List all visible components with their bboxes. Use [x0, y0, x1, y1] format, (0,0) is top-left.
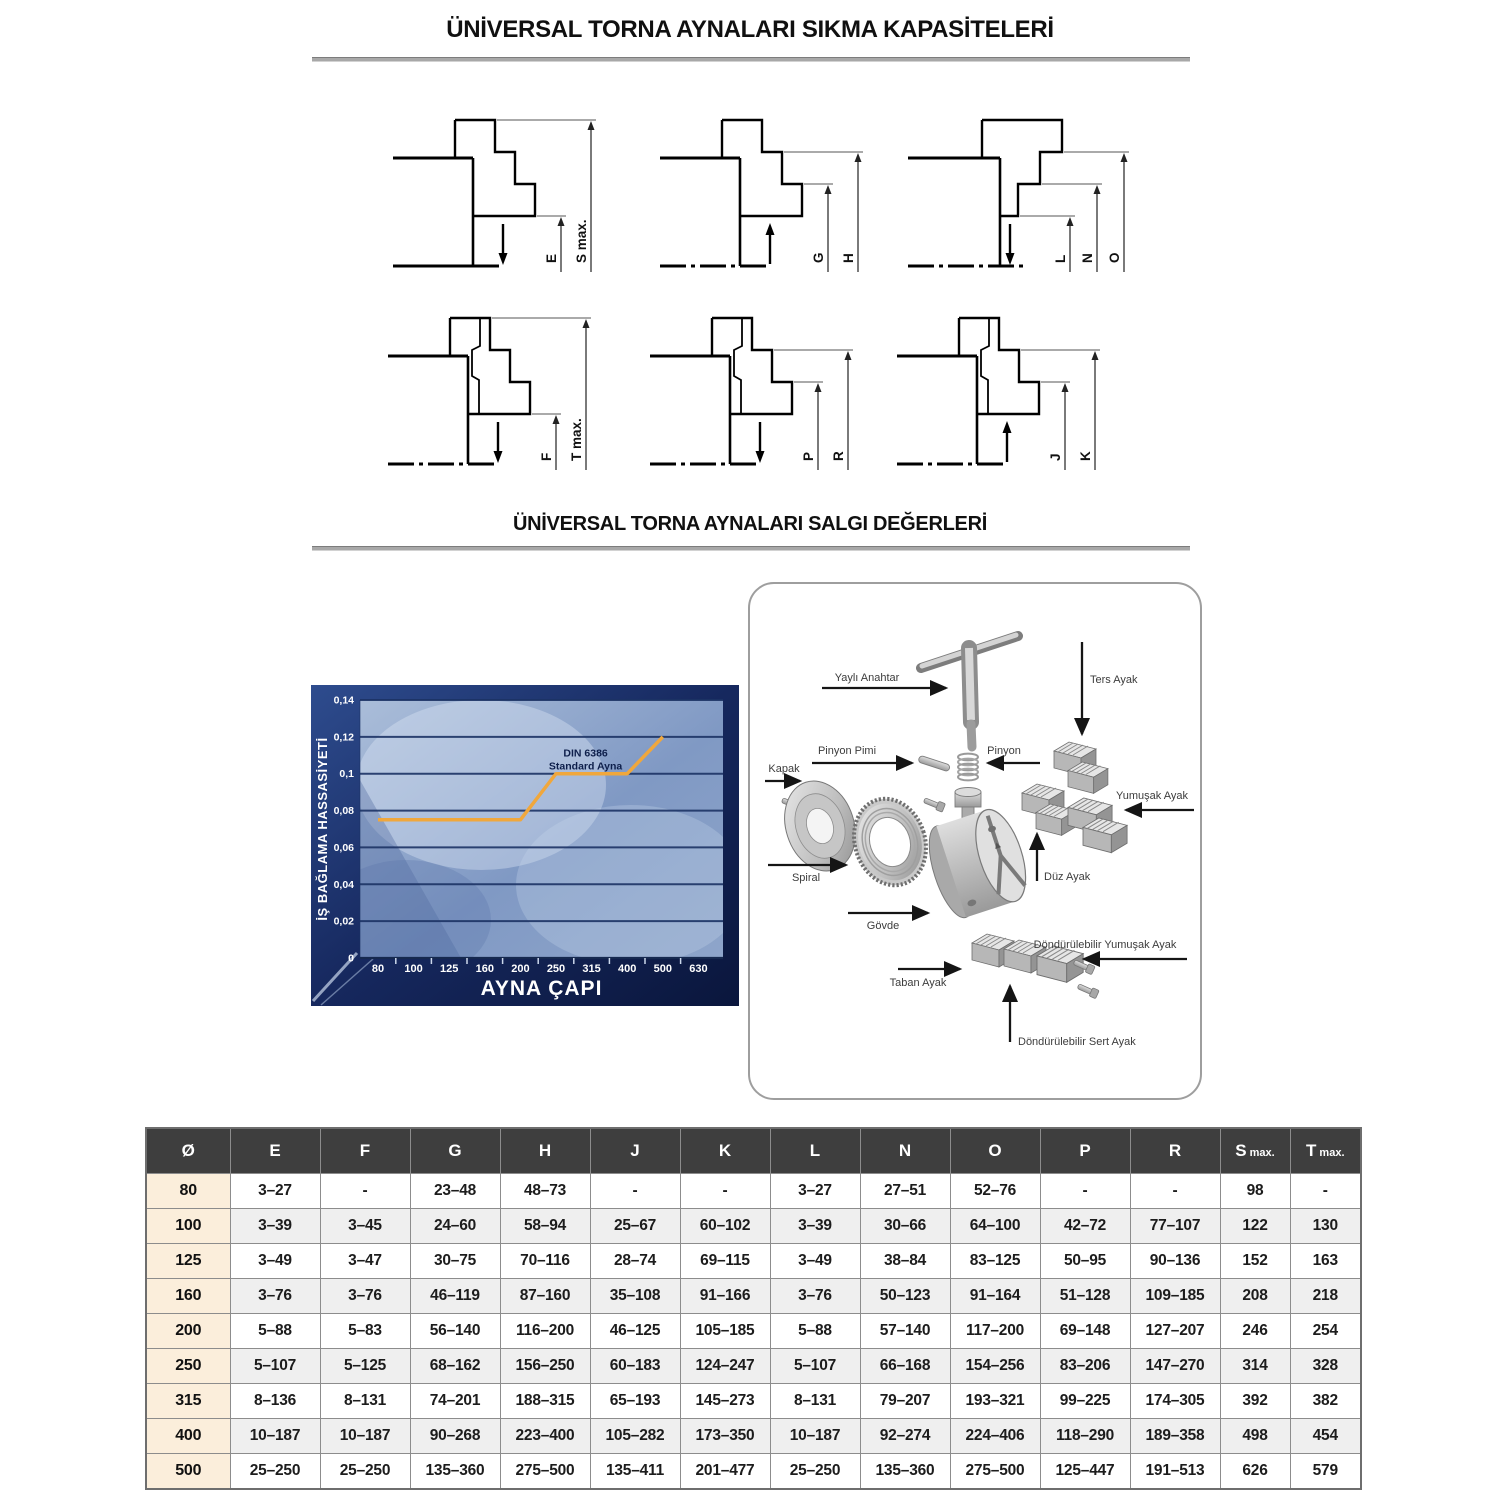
- diameter-cell: 400: [146, 1419, 230, 1454]
- capacity-cell: 51–128: [1040, 1279, 1130, 1314]
- capacity-cell: 189–358: [1130, 1419, 1220, 1454]
- label-yumusak-ayak: Yumuşak Ayak: [1116, 790, 1188, 802]
- capacity-cell: 5–83: [320, 1314, 410, 1349]
- capacity-cell: 135–411: [590, 1454, 680, 1490]
- capacity-cell: 117–200: [950, 1314, 1040, 1349]
- pinion-pin-illustration: [918, 755, 951, 772]
- table-row-diameter-500: [146, 1454, 1361, 1490]
- capacity-cell: 83–125: [950, 1244, 1040, 1279]
- x-tick-label: 80: [371, 963, 385, 975]
- column-header-n: N: [860, 1128, 950, 1174]
- capacity-cell: 626: [1220, 1454, 1290, 1490]
- capacity-cell: 246: [1220, 1314, 1290, 1349]
- capacity-cell: 46–125: [590, 1314, 680, 1349]
- capacity-cell: 10–187: [230, 1419, 320, 1454]
- capacity-cell: 5–107: [230, 1349, 320, 1384]
- capacity-cell: 83–206: [1040, 1349, 1130, 1384]
- capacity-cell: 38–84: [860, 1244, 950, 1279]
- table-row-diameter-315: [146, 1384, 1361, 1419]
- capacity-cell: 208: [1220, 1279, 1290, 1314]
- capacity-cell: 163: [1290, 1244, 1361, 1279]
- capacity-cell: 70–116: [500, 1244, 590, 1279]
- x-tick-label: 160: [475, 963, 494, 975]
- dimension-label: F: [539, 452, 554, 461]
- diameter-cell: 250: [146, 1349, 230, 1384]
- capacity-cell: 25–250: [320, 1454, 410, 1490]
- section-divider: [312, 546, 1190, 551]
- capacity-cell: 156–250: [500, 1349, 590, 1384]
- capacity-cell: 58–94: [500, 1209, 590, 1244]
- capacity-cell: 99–225: [1040, 1384, 1130, 1419]
- jaw-capacity-diagram-f-tmax: [384, 312, 614, 482]
- label-spiral: Spiral: [791, 872, 821, 884]
- label-duz-ayak: Düz Ayak: [1044, 871, 1091, 883]
- diameter-cell: 500: [146, 1454, 230, 1490]
- capacity-cell: 109–185: [1130, 1279, 1220, 1314]
- capacity-cell: 174–305: [1130, 1384, 1220, 1419]
- capacity-cell: 145–273: [680, 1384, 770, 1419]
- capacity-cell: 42–72: [1040, 1209, 1130, 1244]
- column-header-ø: Ø: [146, 1128, 230, 1174]
- capacity-cell: 60–102: [680, 1209, 770, 1244]
- diameter-cell: 200: [146, 1314, 230, 1349]
- label-taban-ayak: Taban Ayak: [889, 977, 947, 989]
- table-row-diameter-160: [146, 1279, 1361, 1314]
- capacity-cell: 275–500: [950, 1454, 1040, 1490]
- x-tick-label: 315: [582, 963, 601, 975]
- x-tick-label: 250: [546, 963, 566, 975]
- capacity-cell: 35–108: [590, 1279, 680, 1314]
- jaw-screw-illustration: [1076, 982, 1099, 999]
- column-header-r: R: [1130, 1128, 1220, 1174]
- y-tick-label: 0,04: [333, 878, 354, 891]
- capacity-table: [145, 1127, 1362, 1490]
- capacity-cell: 147–270: [1130, 1349, 1220, 1384]
- capacity-cell: 3–76: [770, 1279, 860, 1314]
- exploded-diagram-panel: [748, 582, 1202, 1100]
- capacity-cell: 50–95: [1040, 1244, 1130, 1279]
- capacity-cell: 8–131: [320, 1384, 410, 1419]
- capacity-cell: 3–49: [230, 1244, 320, 1279]
- y-tick-label: 0,14: [333, 694, 354, 707]
- soft-jaw-illustration: [1083, 818, 1127, 853]
- capacity-cell: 3–49: [770, 1244, 860, 1279]
- x-tick-label: 100: [404, 963, 423, 975]
- x-axis-label: AYNA ÇAPI: [480, 977, 603, 1000]
- capacity-cell: -: [1290, 1174, 1361, 1209]
- capacity-cell: 10–187: [770, 1419, 860, 1454]
- chart-annotation: DIN 6386: [563, 747, 608, 760]
- label-govde: Gövde: [866, 920, 900, 932]
- capacity-cell: 24–60: [410, 1209, 500, 1244]
- capacity-cell: 223–400: [500, 1419, 590, 1454]
- column-header-j: J: [590, 1128, 680, 1174]
- capacity-cell: 64–100: [950, 1209, 1040, 1244]
- column-header-p: P: [1040, 1128, 1130, 1174]
- capacity-cell: 5–107: [770, 1349, 860, 1384]
- capacity-cell: 28–74: [590, 1244, 680, 1279]
- label-kapak: Kapak: [768, 763, 800, 775]
- capacity-cell: 3–76: [230, 1279, 320, 1314]
- capacity-cell: 79–207: [860, 1384, 950, 1419]
- capacity-cell: 5–88: [770, 1314, 860, 1349]
- capacity-cell: 122: [1220, 1209, 1290, 1244]
- table-row-diameter-125: [146, 1244, 1361, 1279]
- capacity-cell: 66–168: [860, 1349, 950, 1384]
- capacity-cell: 498: [1220, 1419, 1290, 1454]
- capacity-cell: 69–115: [680, 1244, 770, 1279]
- dimension-label: N: [1080, 253, 1095, 263]
- capacity-cell: 57–140: [860, 1314, 950, 1349]
- y-tick-label: 0,1: [339, 768, 354, 781]
- spring-illustration: [958, 754, 978, 781]
- x-tick-label: 400: [618, 963, 637, 975]
- capacity-cell: 3–76: [320, 1279, 410, 1314]
- label-dondurulebilir-sert-ayak: Döndürülebilir Sert Ayak: [1018, 1036, 1136, 1048]
- capacity-cell: 124–247: [680, 1349, 770, 1384]
- jaw-capacity-diagram-l-n-o: [904, 114, 1149, 284]
- capacity-cell: 23–48: [410, 1174, 500, 1209]
- capacity-cell: 382: [1290, 1384, 1361, 1419]
- capacity-cell: 188–315: [500, 1384, 590, 1419]
- table-row-diameter-200: [146, 1314, 1361, 1349]
- table-row-diameter-400: [146, 1419, 1361, 1454]
- capacity-cell: 224–406: [950, 1419, 1040, 1454]
- diameter-cell: 315: [146, 1384, 230, 1419]
- y-tick-label: 0,02: [333, 915, 354, 928]
- chuck-body-illustration: [920, 804, 1035, 923]
- diameter-cell: 100: [146, 1209, 230, 1244]
- capacity-cell: 105–185: [680, 1314, 770, 1349]
- section-title: ÜNİVERSAL TORNA AYNALARI SALGI DEĞERLERİ: [513, 513, 987, 535]
- capacity-cell: -: [1130, 1174, 1220, 1209]
- capacity-cell: 25–250: [230, 1454, 320, 1490]
- capacity-cell: -: [1040, 1174, 1130, 1209]
- column-header-smax: S max.: [1220, 1128, 1290, 1174]
- capacity-cell: 3–47: [320, 1244, 410, 1279]
- capacity-cell: 74–201: [410, 1384, 500, 1419]
- capacity-cell: 116–200: [500, 1314, 590, 1349]
- capacity-cell: 10–187: [320, 1419, 410, 1454]
- jaw-capacity-diagram-j-k: [893, 312, 1123, 482]
- capacity-cell: 65–193: [590, 1384, 680, 1419]
- x-tick-label: 630: [689, 963, 708, 975]
- capacity-cell: 3–27: [770, 1174, 860, 1209]
- label-pinyon: Pinyon: [987, 745, 1021, 757]
- y-tick-label: 0,06: [333, 841, 354, 854]
- dimension-label: O: [1107, 252, 1122, 263]
- dimension-label: S max.: [574, 219, 589, 263]
- capacity-cell: 191–513: [1130, 1454, 1220, 1490]
- diameter-cell: 125: [146, 1244, 230, 1279]
- column-header-k: K: [680, 1128, 770, 1174]
- dimension-label: H: [841, 253, 856, 263]
- dimension-label: L: [1053, 254, 1068, 263]
- capacity-cell: 52–76: [950, 1174, 1040, 1209]
- dimension-label: R: [831, 451, 846, 461]
- column-header-l: L: [770, 1128, 860, 1174]
- chuck-key-illustration: [921, 635, 1018, 747]
- y-tick-label: 0: [348, 952, 354, 965]
- capacity-cell: 328: [1290, 1349, 1361, 1384]
- capacity-cell: 25–67: [590, 1209, 680, 1244]
- dimension-label: K: [1078, 451, 1093, 461]
- label-ters-ayak: Ters Ayak: [1090, 674, 1138, 686]
- capacity-cell: 91–164: [950, 1279, 1040, 1314]
- capacity-cell: 98: [1220, 1174, 1290, 1209]
- column-header-g: G: [410, 1128, 500, 1174]
- dimension-label: J: [1048, 453, 1063, 461]
- capacity-cell: 125–447: [1040, 1454, 1130, 1490]
- label-yayli-anahtar: Yaylı Anahtar: [834, 672, 900, 684]
- jaw-capacity-diagram-e-smax: [389, 114, 619, 284]
- capacity-cell: 87–160: [500, 1279, 590, 1314]
- capacity-cell: 5–88: [230, 1314, 320, 1349]
- capacity-cell: 254: [1290, 1314, 1361, 1349]
- capacity-cell: 77–107: [1130, 1209, 1220, 1244]
- x-tick-label: 125: [440, 963, 459, 975]
- capacity-cell: 3–45: [320, 1209, 410, 1244]
- capacity-cell: 275–500: [500, 1454, 590, 1490]
- capacity-cell: 60–183: [590, 1349, 680, 1384]
- capacity-cell: 90–136: [1130, 1244, 1220, 1279]
- capacity-cell: 130: [1290, 1209, 1361, 1244]
- y-axis-label: İŞ BAĞLAMA HASSASİYETİ: [315, 737, 330, 921]
- capacity-cell: 3–27: [230, 1174, 320, 1209]
- table-row-diameter-80: [146, 1174, 1361, 1209]
- dimension-label: E: [544, 253, 559, 263]
- jaw-capacity-diagram-p-r: [646, 312, 876, 482]
- capacity-cell: 579: [1290, 1454, 1361, 1490]
- capacity-cell: 50–123: [860, 1279, 950, 1314]
- capacity-cell: 392: [1220, 1384, 1290, 1419]
- capacity-cell: 127–207: [1130, 1314, 1220, 1349]
- capacity-cell: 30–75: [410, 1244, 500, 1279]
- capacity-cell: 69–148: [1040, 1314, 1130, 1349]
- diameter-cell: 80: [146, 1174, 230, 1209]
- table-row-diameter-100: [146, 1209, 1361, 1244]
- capacity-cell: 135–360: [860, 1454, 950, 1490]
- capacity-cell: -: [680, 1174, 770, 1209]
- reverse-jaw-illustration: [1068, 762, 1108, 793]
- page-title: ÜNİVERSAL TORNA AYNALARI SIKMA KAPASİTELERİ: [446, 16, 1054, 43]
- capacity-cell: 118–290: [1040, 1419, 1130, 1454]
- dimension-label: G: [811, 252, 826, 263]
- capacity-cell: 173–350: [680, 1419, 770, 1454]
- y-tick-label: 0,12: [333, 731, 354, 744]
- capacity-cell: 68–162: [410, 1349, 500, 1384]
- capacity-cell: 92–274: [860, 1419, 950, 1454]
- capacity-cell: 105–282: [590, 1419, 680, 1454]
- capacity-cell: 56–140: [410, 1314, 500, 1349]
- capacity-cell: 152: [1220, 1244, 1290, 1279]
- capacity-cell: 8–136: [230, 1384, 320, 1419]
- capacity-cell: 193–321: [950, 1384, 1040, 1419]
- capacity-cell: -: [590, 1174, 680, 1209]
- label-pinyon-pimi: Pinyon Pimi: [817, 745, 877, 757]
- accuracy-chart: [311, 685, 739, 1006]
- title-divider: [312, 57, 1190, 62]
- column-header-e: E: [230, 1128, 320, 1174]
- capacity-cell: 314: [1220, 1349, 1290, 1384]
- dimension-label: P: [801, 451, 816, 461]
- y-tick-label: 0,08: [333, 805, 354, 818]
- table-row-diameter-250: [146, 1349, 1361, 1384]
- capacity-cell: 30–66: [860, 1209, 950, 1244]
- column-header-o: O: [950, 1128, 1040, 1174]
- capacity-cell: 27–51: [860, 1174, 950, 1209]
- column-header-h: H: [500, 1128, 590, 1174]
- x-tick-label: 500: [653, 963, 672, 975]
- jaw-capacity-diagram-g-h: [656, 114, 886, 284]
- body-screw-illustration: [923, 796, 946, 812]
- capacity-cell: 90–268: [410, 1419, 500, 1454]
- capacity-cell: 135–360: [410, 1454, 500, 1490]
- capacity-cell: 154–256: [950, 1349, 1040, 1384]
- capacity-cell: 91–166: [680, 1279, 770, 1314]
- diameter-cell: 160: [146, 1279, 230, 1314]
- capacity-cell: 8–131: [770, 1384, 860, 1419]
- capacity-cell: 3–39: [230, 1209, 320, 1244]
- capacity-cell: 3–39: [770, 1209, 860, 1244]
- x-tick-label: 200: [511, 963, 530, 975]
- column-header-tmax: T max.: [1290, 1128, 1361, 1174]
- capacity-cell: 201–477: [680, 1454, 770, 1490]
- label-dondurulebilir-yumusak-ayak: Döndürülebilir Yumuşak Ayak: [1033, 939, 1177, 951]
- chart-annotation: Standard Ayna: [548, 760, 623, 773]
- capacity-cell: 454: [1290, 1419, 1361, 1454]
- dimension-label: T max.: [569, 418, 584, 461]
- capacity-cell: 218: [1290, 1279, 1361, 1314]
- capacity-cell: -: [320, 1174, 410, 1209]
- capacity-cell: 5–125: [320, 1349, 410, 1384]
- scroll-gear-illustration: [843, 789, 937, 894]
- capacity-cell: 48–73: [500, 1174, 590, 1209]
- column-header-f: F: [320, 1128, 410, 1174]
- capacity-cell: 25–250: [770, 1454, 860, 1490]
- capacity-cell: 46–119: [410, 1279, 500, 1314]
